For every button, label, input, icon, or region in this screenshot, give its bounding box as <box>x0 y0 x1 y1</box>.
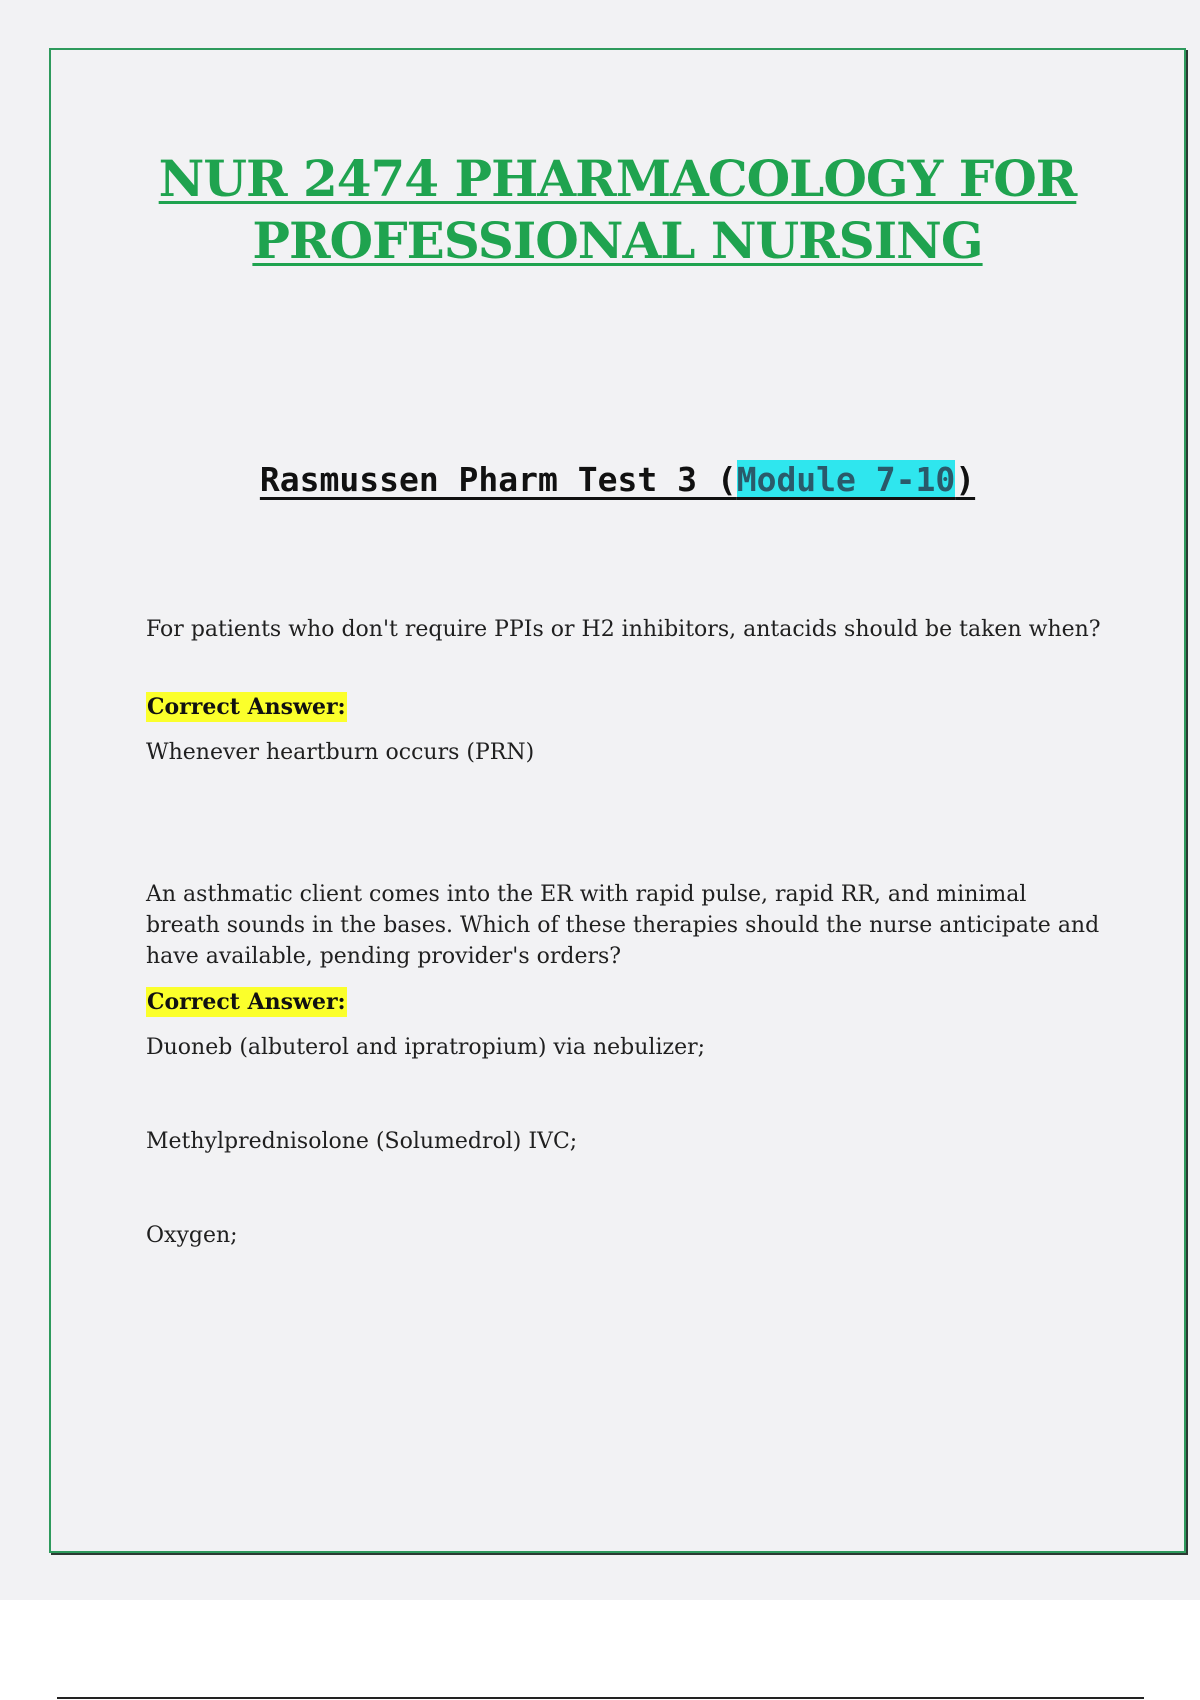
test-title <box>51 458 1184 502</box>
question-1-text: For patients who don't require PPIs or H2 inhibitors, antacids should be taken when? <box>146 617 1101 642</box>
footer-divider <box>57 1697 1144 1699</box>
question-1-answer-label: Correct Answer: <box>147 694 346 720</box>
module-range-highlight: Module 7-10 <box>736 460 956 499</box>
course-title <box>51 148 1184 272</box>
question-1-answer-1: Whenever heartburn occurs (PRN) <box>146 740 535 765</box>
question-2-answer-2: Methylprednisolone (Solumedrol) IVC; <box>146 1129 578 1154</box>
question-2-answer-1: Duoneb (albuterol and ipratropium) via nebulizer; <box>146 1035 706 1060</box>
course-title-line-1: NUR 2474 PHARMACOLOGY FOR <box>158 149 1077 208</box>
question-2-text: An asthmatic client comes into the ER with rapid pulse, rapid RR, and minimal breath sounds in the bases. Which of these therapies should the nurse anticipate and have available, pending provider's orders? <box>146 882 1100 969</box>
course-title-line-2: PROFESSIONAL NURSING <box>252 211 983 270</box>
question-2-answer-3: Oxygen; <box>146 1223 238 1248</box>
page-border-frame <box>49 48 1186 1553</box>
test-title-suffix: ) <box>955 460 976 499</box>
question-2-answer-label: Correct Answer: <box>147 989 346 1015</box>
test-title-prefix: Rasmussen Pharm Test 3 ( <box>259 460 737 499</box>
